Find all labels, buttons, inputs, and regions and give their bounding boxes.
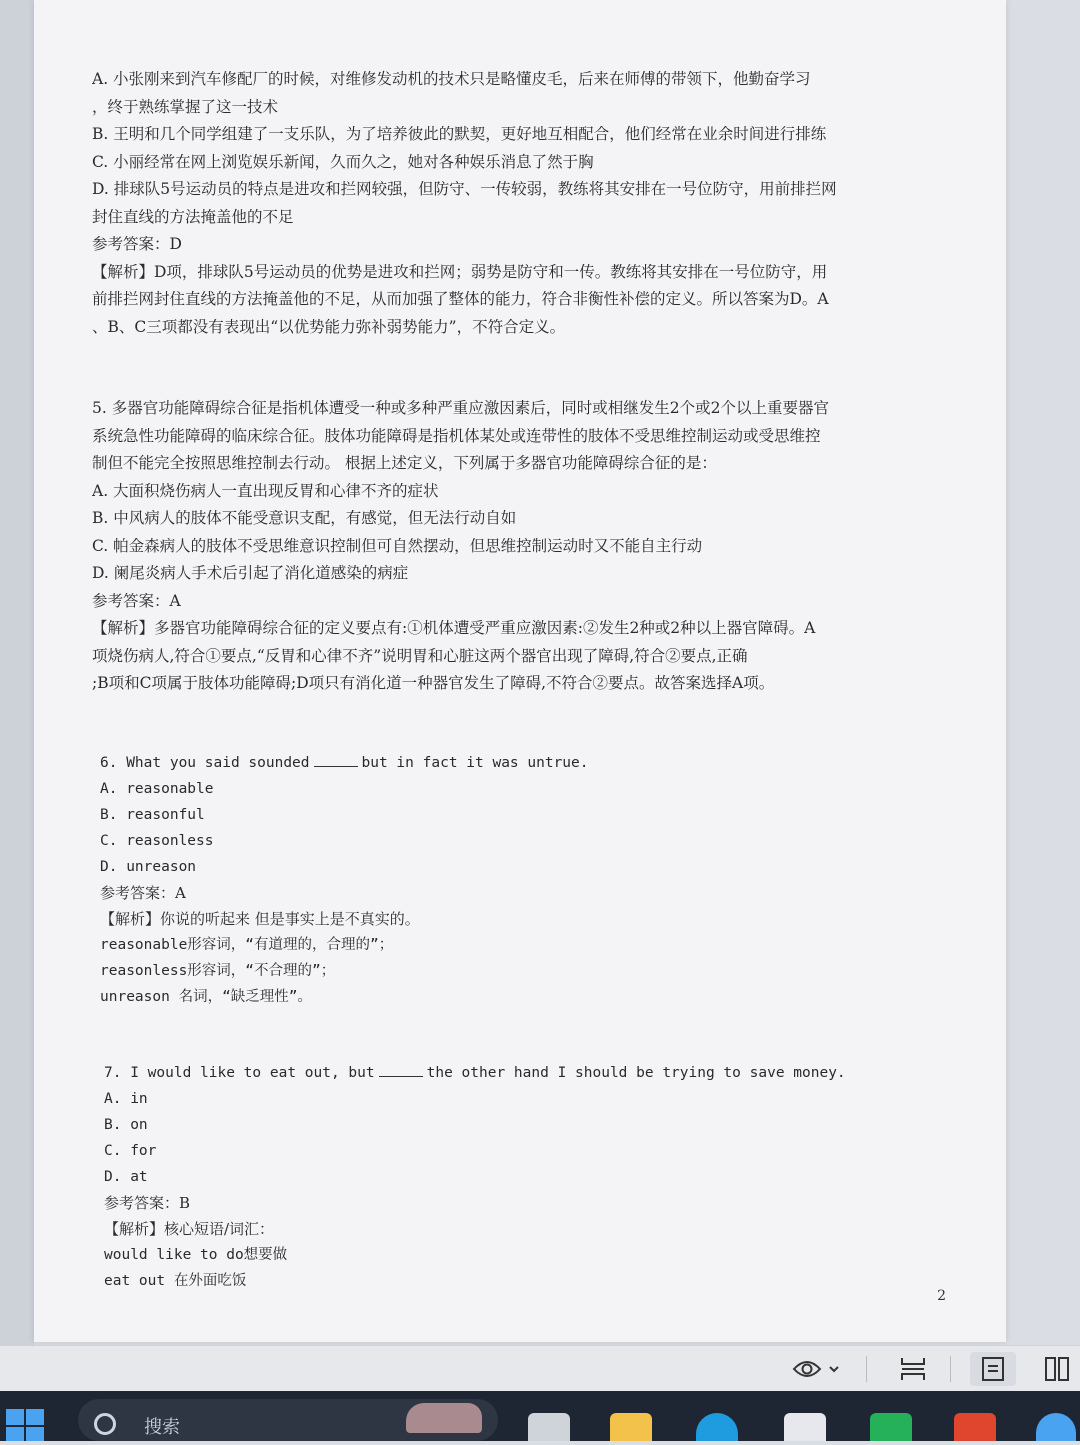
taskbar (0, 1391, 1080, 1441)
doc-line: B. 王明和几个同学组建了一支乐队，为了培养彼此的默契，更好地互相配合，他们经常在业余时间进行排练 (92, 125, 827, 143)
focus-mode-icon (899, 1356, 927, 1382)
search-highlight-image (406, 1403, 482, 1433)
question-7 (92, 1060, 972, 1294)
q6-blank (314, 754, 358, 767)
q7-option-d: D. at (104, 1168, 148, 1185)
search-label: 搜索 (144, 1417, 180, 1438)
focus-mode-button[interactable] (890, 1352, 936, 1386)
q6-analysis: reasonless形容词，“不合理的”； (100, 962, 336, 979)
search-icon (94, 1413, 116, 1435)
analysis-line: 【解析】D项，排球队5号运动员的优势是进攻和拦网；弱势是防守和一传。教练将其安排在一号位防守，用 (92, 262, 828, 281)
analysis-line: 、B、C三项都没有表现出“以优势能力弥补弱势能力”，不符合定义。 (92, 317, 566, 336)
question-6 (92, 750, 972, 1010)
separator (950, 1356, 951, 1382)
q5-analysis: 项烧伤病人,符合①要点,“反胃和心律不齐”说明胃和心脏这两个器官出现了障碍,符合②要点,正确 (92, 646, 748, 665)
analysis-line: 前排拦网封住直线的方法掩盖他的不足，从而加强了整体的能力，符合非衡性补偿的定义。所以答案为D。A (92, 290, 829, 308)
spreadsheet-app-icon[interactable] (870, 1413, 912, 1441)
q7-answer: 参考答案：B (104, 1193, 191, 1212)
q5-line: 系统急性功能障碍的临床综合征。肢体功能障碍是指机体某处或连带性的肢体不受思维控制运动或受思维控 (92, 426, 821, 445)
doc-line: 封住直线的方法掩盖他的不足 (92, 207, 294, 226)
q6-option-c: C. reasonless (100, 832, 214, 849)
q5-answer: 参考答案：A (92, 591, 181, 610)
q5-option: B. 中风病人的肢体不能受意识支配，有感觉，但无法行动自如 (92, 509, 517, 527)
edge-browser-icon[interactable] (696, 1413, 738, 1441)
doc-line: C. 小丽经常在网上浏览娱乐新闻，久而久之，她对各种娱乐消息了然于胸 (92, 152, 594, 171)
q6-analysis: unreason 名词，“缺乏理性”。 (100, 988, 313, 1005)
eye-icon (792, 1359, 822, 1379)
q7-stem-after: the other hand I should be trying to save money. (426, 1064, 846, 1081)
q7-option-b: B. on (104, 1116, 148, 1133)
store-icon[interactable] (784, 1413, 826, 1441)
q6-analysis: 【解析】你说的听起来 但是事实上是不真实的。 (100, 909, 420, 928)
answer-line: 参考答案：D (92, 235, 182, 253)
q5-option: C. 帕金森病人的肢体不受思维意识控制但可自然摆动，但思维控制运动时又不能自主行动 (92, 536, 703, 555)
q6-answer: 参考答案：A (100, 883, 186, 902)
q6-stem-before: 6. What you said sounded (100, 754, 310, 771)
q7-stem-before: 7. I would like to eat out, but (104, 1064, 375, 1081)
doc-line: A. 小张刚来到汽车修配厂的时候，对维修发动机的技术只是略懂皮毛，后来在师傅的带领下，他勤奋学习 (92, 70, 811, 88)
page-number: 2 (937, 1288, 946, 1304)
separator (866, 1356, 867, 1382)
q5-option: D. 阑尾炎病人手术后引起了消化道感染的病症 (92, 564, 409, 582)
q5-line: 制但不能完全按照思维控制去行动。 根据上述定义，下列属于多器官功能障碍综合征的是： (92, 454, 717, 472)
question-5 (92, 395, 972, 698)
q5-option: A. 大面积烧伤病人一直出现反胃和心律不齐的症状 (92, 481, 439, 500)
read-mode-button[interactable] (786, 1352, 846, 1386)
q5-line: 5. 多器官功能障碍综合征是指机体遭受一种或多种严重应激因素后，同时或相继发生2个或2个以上重要器官 (92, 399, 829, 417)
document-page (34, 0, 1006, 1342)
q7-analysis: would like to do想要做 (104, 1246, 288, 1263)
split-view-button[interactable] (1034, 1352, 1080, 1386)
document-content (92, 66, 972, 1294)
taskview-icon[interactable] (528, 1413, 570, 1441)
chevron-down-icon (828, 1364, 840, 1374)
left-gutter (0, 0, 34, 1345)
q7-analysis: eat out 在外面吃饭 (104, 1272, 247, 1289)
q6-option-d: D. unreason (100, 858, 197, 875)
doc-line: D. 排球队5号运动员的特点是进攻和拦网较强，但防守、一传较弱，教练将其安排在一号位防守，用前排拦网 (92, 180, 837, 198)
q7-option-c: C. for (104, 1142, 157, 1159)
status-bar (0, 1345, 1080, 1392)
page-view-icon (981, 1356, 1005, 1382)
right-gutter (1006, 0, 1080, 1345)
q5-analysis: ;B项和C项属于肢体功能障碍;D项只有消化道一种器官发生了障碍,不符合②要点。故答案选择A项。 (92, 674, 775, 692)
split-view-icon (1044, 1356, 1070, 1382)
page-view-button[interactable] (970, 1352, 1016, 1386)
q6-option-b: B. reasonful (100, 806, 205, 823)
doc-line: ，终于熟练掌握了这一技术 (92, 97, 279, 116)
q5-analysis: 【解析】多器官功能障碍综合征的定义要点有:①机体遭受严重应激因素:②发生2种或2种以上器官障碍。A (92, 619, 816, 637)
file-explorer-icon[interactable] (610, 1413, 652, 1441)
copilot-icon[interactable] (1036, 1413, 1076, 1441)
q7-blank (379, 1064, 423, 1077)
q6-option-a: A. reasonable (100, 780, 214, 797)
q7-stem (104, 1060, 972, 1086)
q7-option-a: A. in (104, 1090, 148, 1107)
q7-analysis: 【解析】核心短语/词汇： (104, 1219, 275, 1238)
office-app-icon[interactable] (954, 1413, 996, 1441)
q6-stem-after: but in fact it was untrue. (361, 754, 589, 771)
q6-stem (100, 750, 972, 776)
q6-analysis: reasonable形容词，“有道理的，合理的”； (100, 936, 394, 953)
start-button[interactable] (4, 1405, 46, 1441)
windows-logo-icon (4, 1405, 46, 1441)
